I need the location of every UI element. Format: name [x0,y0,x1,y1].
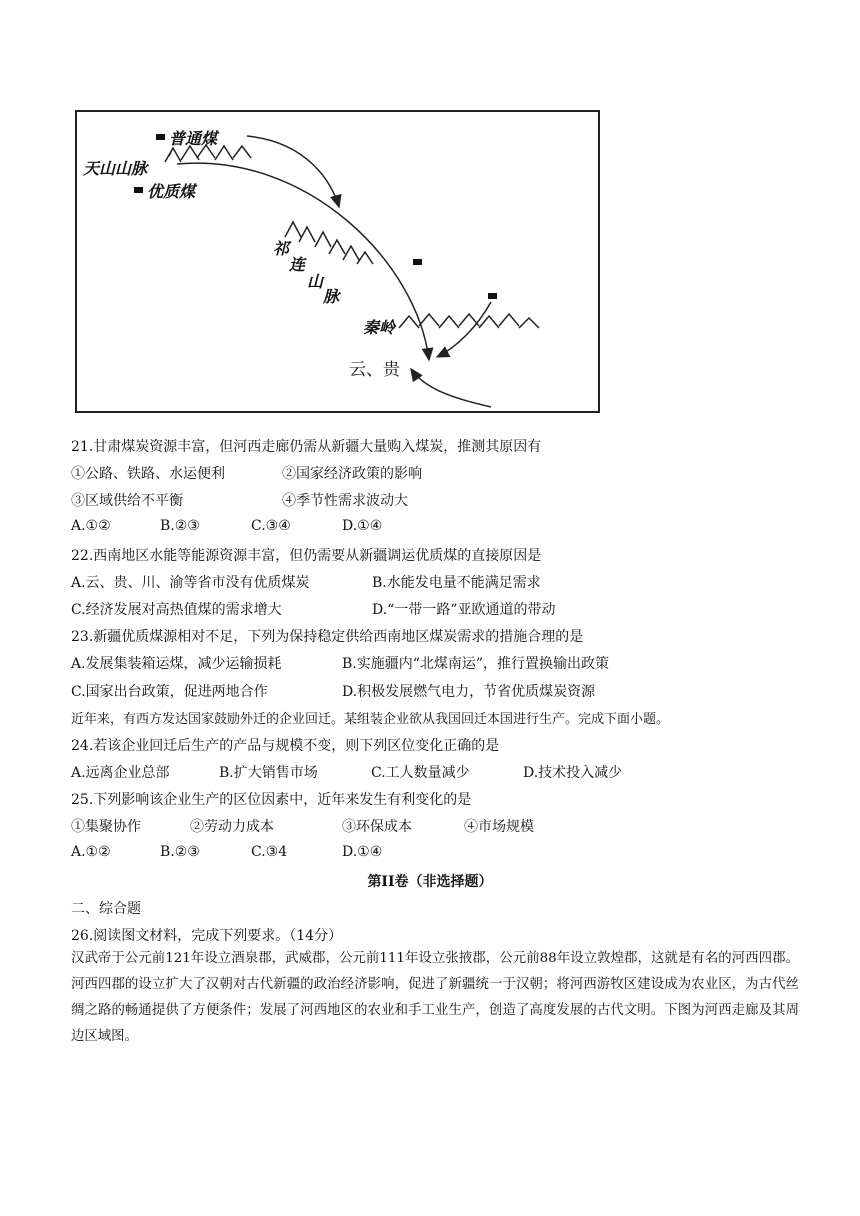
q21-option-a: A.①② [71,518,111,534]
q25-statement-3: ③环保成本 [342,819,412,835]
coal-site-marker [413,259,422,265]
label-quality-coal: 优质煤 [147,182,196,201]
q21-option-c: C.③④ [251,518,291,534]
q22-stem: 22.西南地区水能等能源资源丰富，但仍需要从新疆调运优质煤的直接原因是 [71,548,542,564]
quality-coal-marker [134,187,143,193]
q23-stem: 23.新疆优质煤源相对不足，下列为保持稳定供给西南地区煤炭需求的措施合理的是 [71,629,584,645]
q21-stem: 21.甘肃煤炭资源丰富，但河西走廊仍需从新疆大量购入煤炭，推测其原因有 [71,439,542,455]
q24-option-d: D.技术投入减少 [523,765,623,781]
q23-option-d: D.积极发展燃气电力，节省优质煤炭资源 [342,684,596,700]
part2-title: 第II卷（非选择题） [367,874,493,890]
q25-statement-4: ④市场规模 [464,819,534,835]
arrow-common-coal [247,136,339,207]
coal-transport-map [75,110,600,413]
q23-option-b: B.实施疆内“北煤南运”，推行置换输出政策 [342,656,610,672]
arrow-coal-site-2 [437,302,491,357]
q24-option-c: C.工人数量减少 [371,765,470,781]
q21-option-d: D.①④ [342,518,383,534]
section2-heading: 二、综合题 [71,901,141,917]
intro-24-25: 近年来，有西方发达国家鼓励外迁的企业回迁。某组装企业欲从我国回迁本国进行生产。完成下面小题。 [71,712,670,727]
q26-stem: 26.阅读图文材料，完成下列要求。（14分） [71,928,343,944]
map-drawing [77,112,602,415]
label-tianshan: 天山山脉 [83,159,148,178]
q23-option-c: C.国家出台政策，促进两地合作 [71,684,268,700]
common-coal-marker [156,134,165,140]
label-qinling: 秦岭 [363,318,396,337]
q21-statement-4: ④季节性需求波动大 [282,493,408,509]
coal-site-marker-2 [488,293,497,299]
q21-statement-2: ②国家经济政策的影响 [282,466,422,482]
q22-option-a: A.云、贵、川、渝等省市没有优质煤炭 [71,575,310,591]
q25-statement-2: ②劳动力成本 [190,819,274,835]
label-yungui: 云、贵 [349,360,400,380]
label-qilian-2: 连 [289,255,306,274]
label-qilian-1: 祁 [273,239,290,258]
label-qilian-3: 山 [307,272,324,291]
q25-stem: 25.下列影响该企业生产的区位因素中，近年来发生有利变化的是 [71,792,472,808]
q25-option-c: C.③4 [251,844,288,860]
arrow-from-east [411,369,491,407]
q21-option-b: B.②③ [160,518,200,534]
q25-option-b: B.②③ [160,844,200,860]
q21-statement-1: ①公路、铁路、水运便利 [71,466,225,482]
q24-stem: 24.若该企业回迁后生产的产品与规模不变，则下列区位变化正确的是 [71,738,500,754]
q25-statement-1: ①集聚协作 [71,819,141,835]
q24-option-b: B.扩大销售市场 [219,765,318,781]
q21-statement-3: ③区域供给不平衡 [71,493,183,509]
q22-option-b: B.水能发电量不能满足需求 [372,575,541,591]
label-common-coal: 普通煤 [169,129,218,148]
q22-option-d: D.“一带一路”亚欧通道的带动 [372,602,556,618]
q25-option-a: A.①② [71,844,111,860]
q26-material: 汉武帝于公元前121年设立酒泉郡，武威郡，公元前111年设立张掖郡，公元前88年设立敦煌郡，这就是有名的河西四郡。河西四郡的设立扩大了汉朝对古代新疆的政治经济影响，促进了新疆统一于汉朝；将河西游牧区建设成为农业区，为古代丝绸之路的畅通提供了方便条件；发展了河西地区的农业和手工业生产，创造了高度发展的古代文明。下图为河西走廊及其周边区域图。 [71,951,799,1044]
q25-option-d: D.①④ [342,844,383,860]
label-qilian-4: 脉 [323,287,340,306]
q22-option-c: C.经济发展对高热值煤的需求增大 [71,602,282,618]
q24-option-a: A.远离企业总部 [71,765,170,781]
q23-option-a: A.发展集装箱运煤，减少运输损耗 [71,656,282,672]
